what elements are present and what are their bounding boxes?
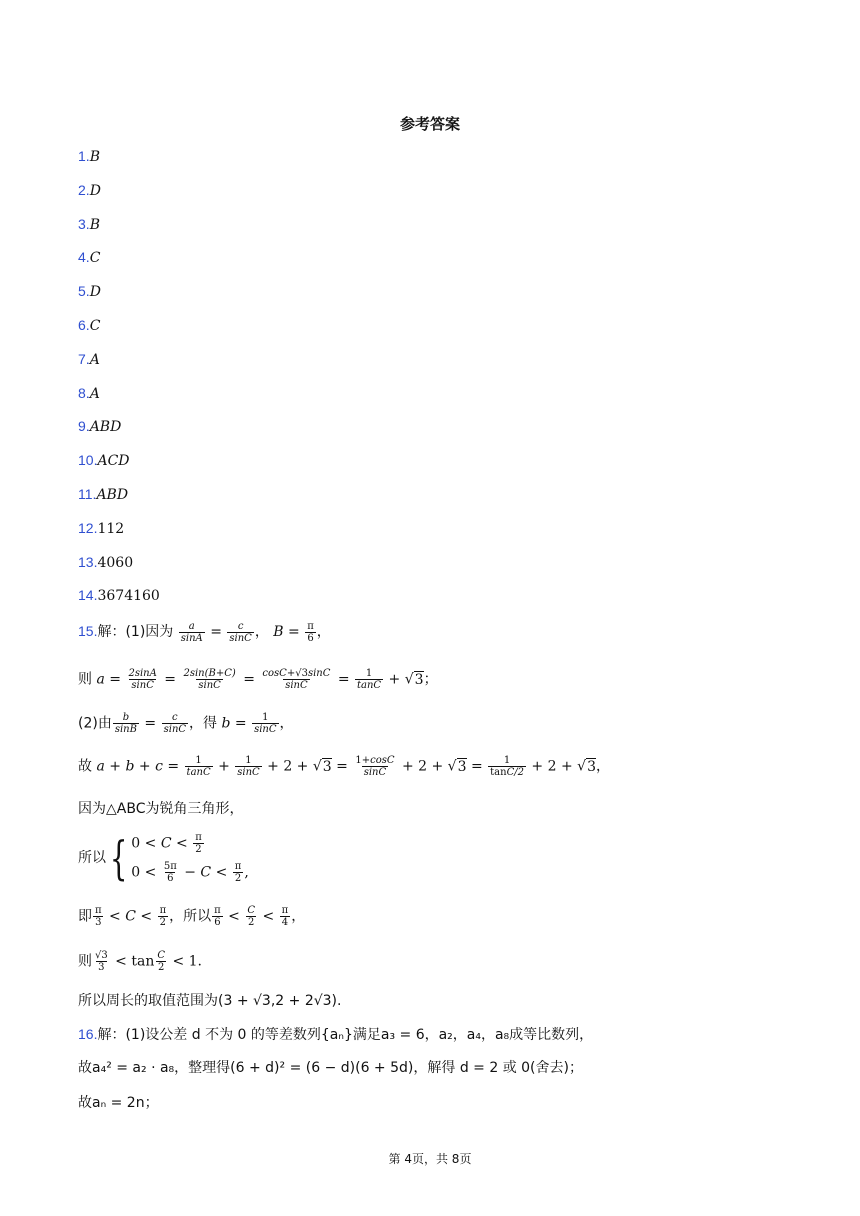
answer-item xyxy=(78,314,100,337)
answer-value: ABD xyxy=(96,487,129,503)
page-title: 参考答案 xyxy=(399,115,460,133)
answer-item xyxy=(78,179,101,202)
q16-line-2: 故a₄² = a₂ · a₈，整理得(6 + d)² = (6 − d)(6 + 5d)，解得 d = 2 或 0(舍去)； xyxy=(78,1060,583,1076)
q15-line-4: 故 a + b + c = $\frac{1}{\tan C}$ + $\frac{1}{\sin C}$ + 2 + √3 = $\frac{1+\cos C}{\sin C}$ + 2 + √3 = $\frac{1}{\tan C/2}$ + 2 + √3， xyxy=(78,755,610,778)
q15-line-7: 即 $\frac{\pi}{3}$ < C < $\frac{\pi}{2}$ ，所以 $\frac{\pi}{6}$ < $\frac{C}{2}$ < $\frac{\pi}{4}$ ， xyxy=(78,905,306,928)
answer-item xyxy=(78,584,160,607)
answer-value: ACD xyxy=(97,453,130,470)
answer-value: C xyxy=(89,250,101,267)
answer-value: 3674160 xyxy=(97,588,160,605)
answer-item xyxy=(78,280,101,303)
answer-item xyxy=(78,145,100,168)
question-number: 14. xyxy=(78,587,98,604)
question-number: 4. xyxy=(78,249,90,266)
answer-item xyxy=(78,551,133,574)
answer-item xyxy=(78,415,121,438)
question-number: 2. xyxy=(78,181,90,198)
answer-item xyxy=(78,213,100,236)
answer-item xyxy=(78,382,100,405)
question-number: 9. xyxy=(78,418,90,435)
q15-line-1: 15.解：(1)因为 $\frac{a}{\sin A}$ = $\frac{c}{\sin C}$ ， B = $\frac{\pi}{6}$ ， xyxy=(78,620,331,644)
answer-item xyxy=(78,449,130,472)
answer-item xyxy=(78,517,124,540)
answer-value: 112 xyxy=(97,520,125,537)
q16-line-3: 故aₙ = 2n； xyxy=(78,1095,159,1111)
question-number: 8. xyxy=(78,384,90,401)
answer-value: D xyxy=(89,182,101,199)
answer-item xyxy=(78,483,128,506)
question-number: 6. xyxy=(78,317,90,333)
question-number: 5. xyxy=(78,283,90,300)
question-number: 7. xyxy=(78,350,90,367)
question-number: 12. xyxy=(78,519,98,536)
question-number: 3. xyxy=(78,215,90,232)
question-number: 1. xyxy=(78,148,90,164)
q16-line-1: 16.解：(1)设公差 d 不为 0 的等差数列{aₙ}满足a₃ = 6，a₂，a₄，a₈成等比数列， xyxy=(78,1026,594,1043)
answer-value: B xyxy=(89,149,100,165)
answer-value: A xyxy=(89,351,100,368)
question-number: 15. xyxy=(78,623,98,639)
answer-value: C xyxy=(89,318,101,334)
page-footer: 第 4页，共 8页 xyxy=(388,1152,472,1166)
answer-item xyxy=(78,246,100,269)
answer-value: ABD xyxy=(89,419,122,436)
answer-value: A xyxy=(89,385,100,402)
answer-value: B xyxy=(89,216,100,233)
question-number: 16. xyxy=(78,1026,98,1042)
q15-conclusion: 所以周长的取值范围为(3 + √3,2 + 2√3). xyxy=(78,993,342,1009)
answer-value: 4060 xyxy=(97,554,134,571)
question-number: 11. xyxy=(78,486,97,502)
q15-line-3: (2)由 $\frac{b}{\sin B}$ = $\frac{c}{\sin C}$ ，得 b = $\frac{1}{\sin C}$ ， xyxy=(78,712,294,735)
q15-line-2: 则 a = $\frac{2\sin A}{\sin C}$ = $\frac{2\sin(B+C)}{\sin C}$ = $\frac{\cos C+√3\sin C}{\sin C}$ = $\frac{1}{\tan C}$ + √3； xyxy=(78,668,438,691)
question-number: 13. xyxy=(78,553,98,570)
q15-line-8: 则 $\frac{√3}{3}$ < tan $\frac{C}{2}$ < 1. xyxy=(78,950,203,973)
answer-item xyxy=(78,348,100,371)
answer-value: D xyxy=(89,284,101,301)
q15-line-6: 所以{ 0 < C < $\frac{\pi}{2}$ 0 < $\frac{5\pi}{6}$ − C < $\frac{\pi}{2}$ , xyxy=(78,831,249,885)
q15-line-5: 因为△ABC为锐角三角形， xyxy=(78,801,244,817)
question-number: 10. xyxy=(78,452,98,469)
